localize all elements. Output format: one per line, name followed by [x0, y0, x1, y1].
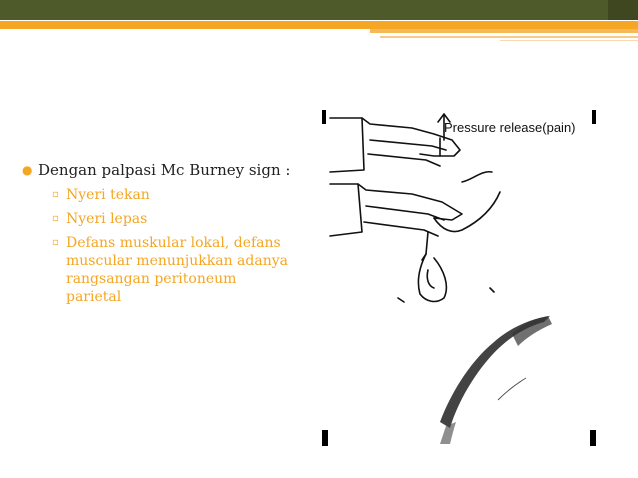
- bullet-dot-icon: ●: [22, 163, 33, 177]
- square-bullet-icon: ▫: [52, 213, 59, 224]
- accent-stripe: [0, 21, 638, 29]
- figure-label: Pressure release(pain): [444, 120, 576, 135]
- header-bar: [0, 0, 638, 20]
- accent-stripe-4: [500, 40, 638, 41]
- skin-mark: [398, 298, 404, 302]
- navel-outline: [418, 232, 446, 301]
- square-bullet-icon: ▫: [52, 189, 59, 200]
- bullet-list: [22, 160, 292, 312]
- sub-bullet: [52, 210, 292, 228]
- corner-mark: [322, 430, 328, 446]
- main-bullet-text: Dengan palpasi Mc Burney sign :: [38, 161, 291, 179]
- corner-mark: [590, 430, 596, 446]
- lower-finger-line: [364, 222, 438, 236]
- square-bullet-icon: ▫: [52, 237, 59, 248]
- accent-stripe-2: [370, 29, 638, 33]
- corner-mark: [592, 110, 596, 124]
- sub-bullet-text: Nyeri lepas: [66, 211, 148, 227]
- abdomen-contour: [434, 192, 500, 232]
- corner-mark: [322, 110, 326, 124]
- main-bullet: [22, 160, 292, 180]
- navel-inner: [427, 270, 434, 288]
- lower-finger-line: [366, 206, 444, 220]
- lower-sleeve-outline: [330, 184, 362, 236]
- lower-hand-outline: [330, 184, 462, 220]
- sub-bullet-text: Defans muskular lokal, defans muscular menunjukkan adanya rangsangan peritoneum parietal: [66, 235, 288, 305]
- sub-bullet-list: [52, 186, 292, 306]
- sub-bullet-text: Nyeri tekan: [66, 187, 150, 203]
- upper-sleeve-outline: [330, 118, 364, 172]
- header-accent: [608, 0, 638, 20]
- abdomen-contour: [462, 172, 492, 182]
- skin-mark: [490, 288, 494, 292]
- groin-shading: [440, 316, 552, 444]
- accent-stripe-3: [380, 36, 638, 38]
- palpation-illustration: [322, 110, 600, 448]
- sub-bullet: [52, 186, 292, 204]
- upper-finger-line: [370, 140, 446, 150]
- sub-bullet: [52, 234, 292, 306]
